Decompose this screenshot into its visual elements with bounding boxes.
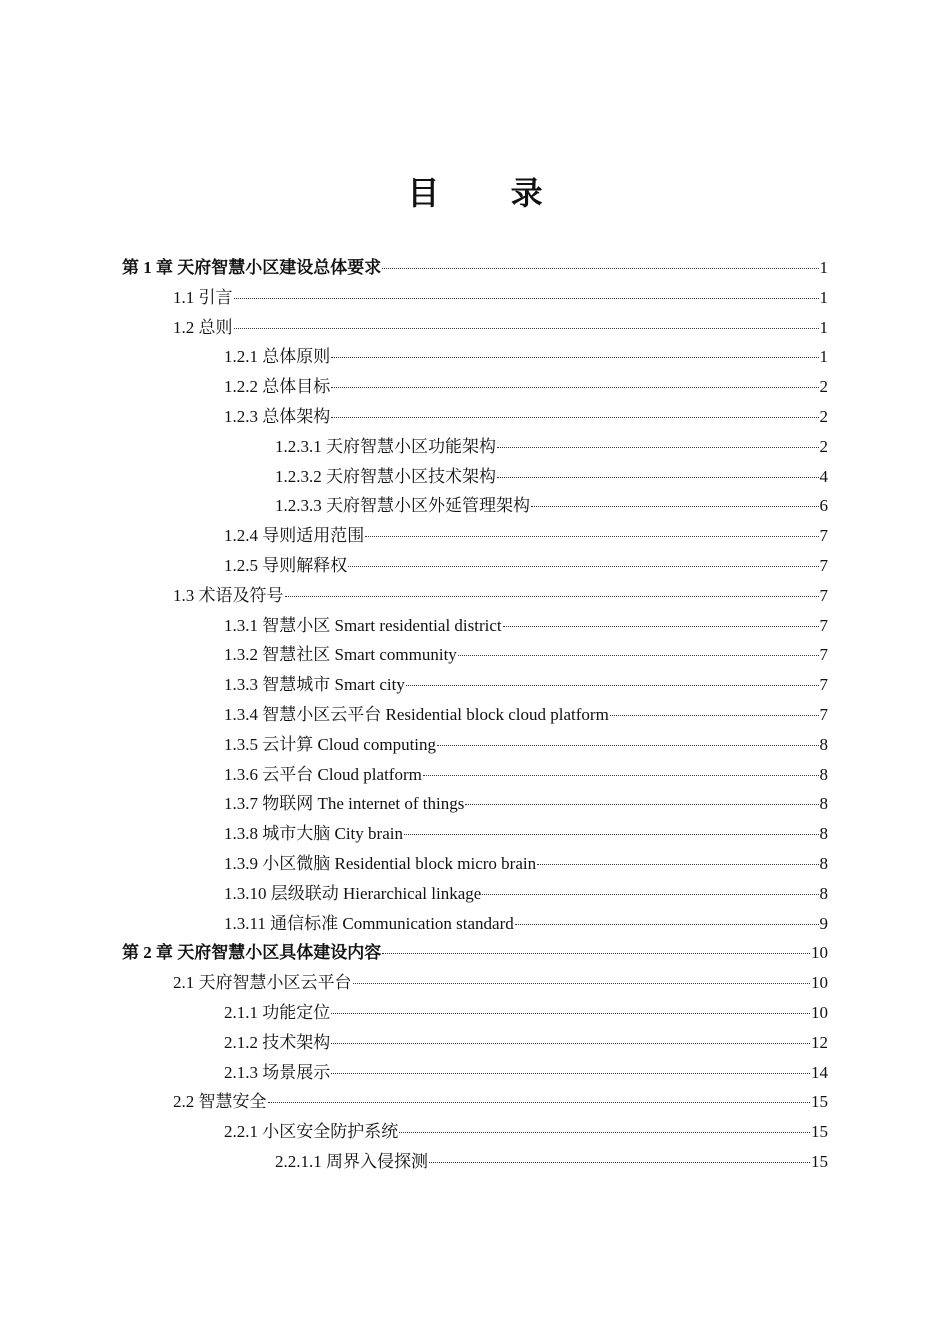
toc-entry[interactable] [122,1028,828,1058]
toc-entry[interactable] [122,491,828,521]
toc-entry[interactable] [122,581,828,611]
toc-leader-dots [285,595,819,597]
toc-leader-dots [437,744,818,746]
toc-entry[interactable] [122,402,828,432]
toc-entry-text: 1.3.5 云计算 Cloud computing [224,734,437,754]
toc-page-number: 1 [819,347,828,367]
toc-entry[interactable] [122,551,828,581]
toc-page-number: 4 [819,466,828,486]
toc-entry[interactable] [122,462,828,492]
toc-page-number: 7 [819,585,828,605]
toc-page-number: 8 [819,824,828,844]
toc-entry[interactable] [122,253,828,283]
toc-entry[interactable] [122,1117,828,1147]
toc-entry[interactable] [122,789,828,819]
toc-page-number: 7 [819,526,828,546]
toc-page-number: 2 [819,406,828,426]
toc-entry[interactable] [122,760,828,790]
toc-page-number: 10 [811,973,828,993]
toc-leader-dots [331,386,818,388]
toc-entry-text: 1.2.4 导则适用范围 [224,526,365,546]
toc-page-number: 7 [819,645,828,665]
toc-leader-dots [331,1012,810,1014]
toc-leader-dots [515,923,819,925]
toc-page-number: 6 [819,496,828,516]
toc-entry-text: 1.3.2 智慧社区 Smart community [224,645,457,665]
toc-leader-dots [423,774,819,776]
toc-page-number: 7 [819,675,828,695]
toc-page-number: 1 [819,258,828,277]
toc-leader-dots [382,952,810,954]
toc-entry[interactable] [122,1087,828,1117]
toc-leader-dots [353,982,811,984]
toc-leader-dots [268,1101,811,1103]
toc-list [122,253,828,1177]
toc-page-number: 9 [819,913,828,933]
toc-entry-text: 2.1 天府智慧小区云平台 [173,973,352,993]
toc-leader-dots [331,1042,810,1044]
toc-leader-dots [234,297,819,299]
toc-leader-dots [348,565,818,567]
toc-entry-text: 第 1 章 天府智慧小区建设总体要求 [122,258,382,277]
toc-leader-dots [537,863,818,865]
toc-leader-dots [406,684,819,686]
toc-leader-dots [497,476,819,478]
toc-page-number: 7 [819,704,828,724]
toc-leader-dots [465,803,818,805]
toc-leader-dots [331,416,818,418]
toc-entry-text: 2.1.3 场景展示 [224,1062,331,1082]
toc-page-number: 15 [811,1092,828,1112]
toc-entry-text: 1.2.2 总体目标 [224,377,331,397]
toc-leader-dots [234,327,819,329]
toc-leader-dots [382,267,818,269]
toc-leader-dots [331,356,818,358]
toc-page-number: 2 [819,377,828,397]
toc-entry-text: 2.1.1 功能定位 [224,1002,331,1022]
toc-entry-text: 1.2.3.1 天府智慧小区功能架构 [275,436,496,456]
toc-page-number: 10 [811,943,828,963]
toc-entry[interactable] [122,849,828,879]
toc-entry-text: 1.3.7 物联网 The internet of things [224,794,465,814]
toc-leader-dots [610,714,819,716]
toc-page-number: 8 [819,883,828,903]
toc-entry[interactable] [122,611,828,641]
toc-entry-text: 1.2.3 总体架构 [224,406,331,426]
toc-leader-dots [365,535,818,537]
toc-entry[interactable] [122,879,828,909]
toc-entry[interactable] [122,1147,828,1177]
toc-leader-dots [482,893,818,895]
toc-entry-text: 2.2.1.1 周界入侵探测 [275,1151,428,1171]
toc-entry[interactable] [122,283,828,313]
toc-page-number: 8 [819,794,828,814]
toc-page-number: 10 [811,1002,828,1022]
toc-title: 目 录 [407,174,573,212]
toc-page-number: 8 [819,853,828,873]
toc-page-number: 12 [811,1032,828,1052]
toc-entry[interactable] [122,819,828,849]
toc-page-number: 7 [819,615,828,635]
toc-page-number: 15 [811,1151,828,1171]
toc-entry-text: 1.3.10 层级联动 Hierarchical linkage [224,883,482,903]
toc-entry-text: 1.2 总则 [173,317,233,337]
toc-leader-dots [458,654,819,656]
toc-entry-text: 1.1 引言 [173,287,233,307]
toc-entry[interactable] [122,730,828,760]
toc-entry[interactable] [122,342,828,372]
toc-leader-dots [331,1072,810,1074]
toc-entry[interactable] [122,521,828,551]
toc-entry[interactable] [122,700,828,730]
toc-entry-text: 1.3.6 云平台 Cloud platform [224,764,422,784]
toc-leader-dots [503,625,819,627]
toc-entry-text: 1.3.3 智慧城市 Smart city [224,675,405,695]
toc-entry-text: 1.3.9 小区微脑 Residential block micro brain [224,853,537,873]
toc-entry-text: 1.3.8 城市大脑 City brain [224,824,403,844]
toc-leader-dots [404,833,819,835]
toc-leader-dots [399,1131,810,1133]
toc-entry[interactable] [122,1058,828,1088]
toc-page-number: 8 [819,764,828,784]
toc-page-number: 1 [819,287,828,307]
toc-entry[interactable] [122,909,828,939]
toc-entry[interactable] [122,640,828,670]
toc-leader-dots [497,446,819,448]
toc-entry-text: 1.2.1 总体原则 [224,347,331,367]
toc-entry[interactable] [122,938,828,968]
toc-entry-text: 2.2.1 小区安全防护系统 [224,1122,399,1142]
toc-entry-text: 1.3.11 通信标准 Communication standard [224,913,514,933]
toc-entry-text: 1.2.3.2 天府智慧小区技术架构 [275,466,496,486]
toc-entry-text: 1.3.1 智慧小区 Smart residential district [224,615,502,635]
toc-page-number: 2 [819,436,828,456]
toc-entry-text: 1.3.4 智慧小区云平台 Residential block cloud platform [224,704,609,724]
toc-entry[interactable] [122,670,828,700]
toc-page-number: 1 [819,317,828,337]
toc-entry-text: 第 2 章 天府智慧小区具体建设内容 [122,943,382,963]
toc-entry[interactable] [122,372,828,402]
toc-leader-dots [531,505,819,507]
toc-entry-text: 1.2.3.3 天府智慧小区外延管理架构 [275,496,530,516]
toc-entry[interactable] [122,968,828,998]
toc-entry-text: 1.2.5 导则解释权 [224,555,348,575]
toc-page-number: 7 [819,555,828,575]
toc-entry[interactable] [122,432,828,462]
toc-entry-text: 1.3 术语及符号 [173,585,284,605]
toc-page-number: 15 [811,1122,828,1142]
toc-leader-dots [429,1161,810,1163]
toc-entry-text: 2.2 智慧安全 [173,1092,267,1112]
toc-page-number: 8 [819,734,828,754]
toc-entry[interactable] [122,998,828,1028]
toc-page-number: 14 [811,1062,828,1082]
toc-entry-text: 2.1.2 技术架构 [224,1032,331,1052]
toc-entry[interactable] [122,313,828,343]
